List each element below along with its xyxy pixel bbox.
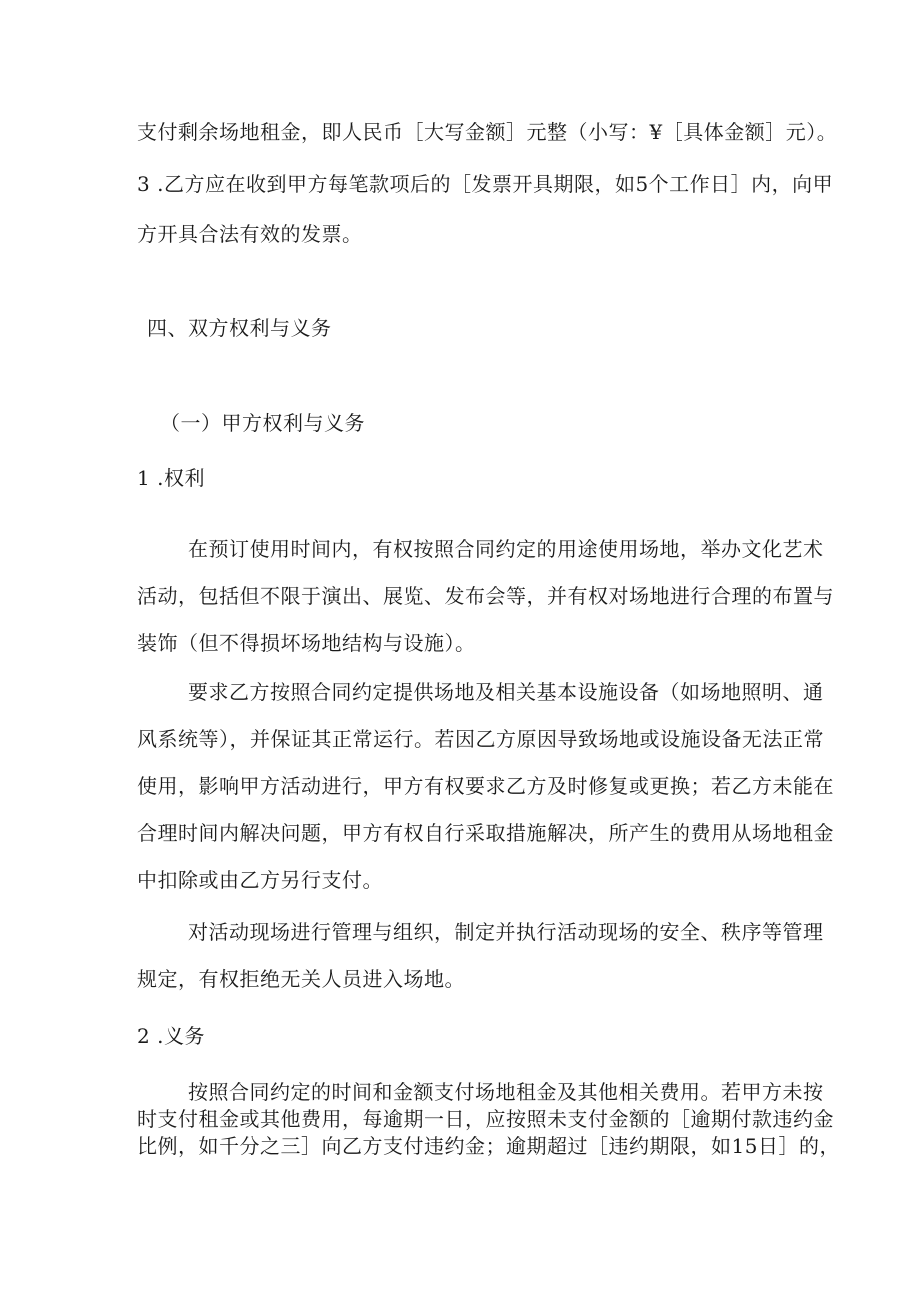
rights-p2-line-2: 风系统等），并保证其正常运行。若因乙方原因导致场地或设施设备无法正常 bbox=[137, 727, 824, 751]
obligations-heading: 2 .义务 bbox=[137, 1024, 205, 1048]
obligations-p1-line-1: 按照合同约定的时间和金额支付场地租金及其他相关费用。若甲方未按 bbox=[188, 1080, 824, 1104]
obligations-p1-line-2: 时支付租金或其他费用，每逾期一日，应按照未支付金额的［逾期付款违约金 bbox=[137, 1107, 834, 1131]
rights-p2-line-1: 要求乙方按照合同约定提供场地及相关基本设施设备（如场地照明、通 bbox=[188, 680, 824, 704]
subsection-1-heading: （一）甲方权利与义务 bbox=[160, 411, 365, 435]
rights-p3-line-1: 对活动现场进行管理与组织，制定并执行活动现场的安全、秩序等管理 bbox=[188, 920, 824, 944]
rights-p2-line-3: 使用，影响甲方活动进行，甲方有权要求乙方及时修复或更换；若乙方未能在 bbox=[137, 774, 834, 798]
item-3-line-2: 方开具合法有效的发票。 bbox=[137, 222, 363, 246]
rights-p2-line-5: 中扣除或由乙方另行支付。 bbox=[137, 868, 383, 892]
rights-p1-line-1: 在预订使用时间内，有权按照合同约定的用途使用场地，举办文化艺术 bbox=[188, 537, 824, 561]
rights-heading: 1 .权利 bbox=[137, 466, 205, 490]
payment-continuation-line: 支付剩余场地租金，即人民币［大写金额］元整（小写：¥［具体金额］元）。 bbox=[137, 120, 838, 144]
section-4-heading: 四、双方权利与义务 bbox=[147, 316, 332, 340]
rights-p2-line-4: 合理时间内解决问题，甲方有权自行采取措施解决，所产生的费用从场地租金 bbox=[137, 821, 834, 845]
obligations-p1-line-3: 比例，如千分之三］向乙方支付违约金；逾期超过［违约期限，如15日］的， bbox=[137, 1134, 840, 1158]
item-3-line-1: 3 .乙方应在收到甲方每笔款项后的［发票开具期限，如5个工作日］内，向甲 bbox=[137, 172, 834, 196]
rights-p3-line-2: 规定，有权拒绝无关人员进入场地。 bbox=[137, 967, 465, 991]
rights-p1-line-2: 活动，包括但不限于演出、展览、发布会等，并有权对场地进行合理的布置与 bbox=[137, 584, 834, 608]
rights-p1-line-3: 装饰（但不得损坏场地结构与设施）。 bbox=[137, 631, 476, 655]
